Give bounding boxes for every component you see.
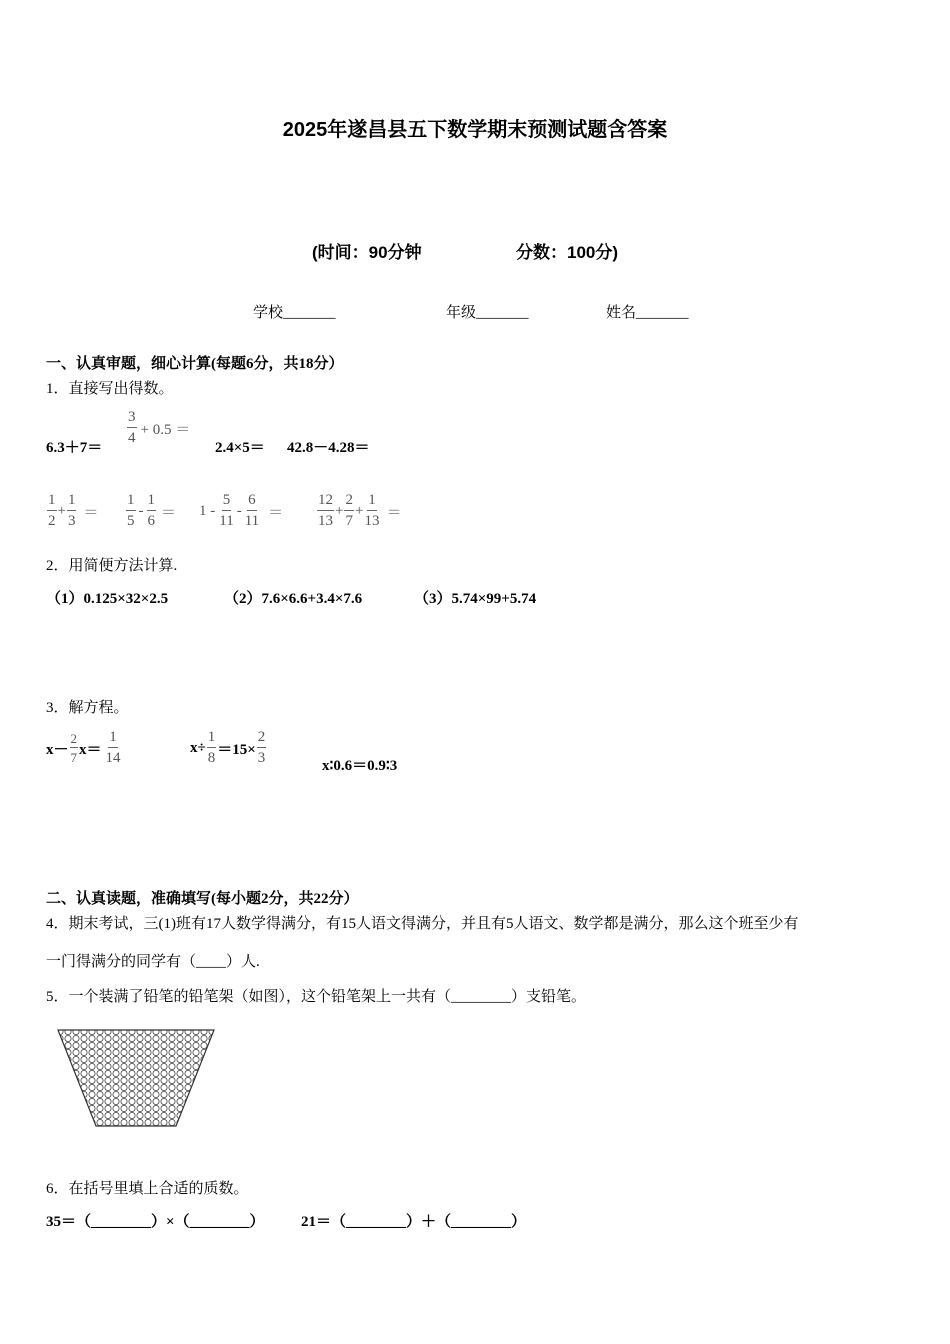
q3-equation-2: x÷ $\frac{1}{8}$ ＝15× $\frac{2}{3}$ bbox=[190, 729, 266, 766]
section2-heading: 二、认真读题，准确填写(每小题2分，共22分） bbox=[46, 891, 359, 907]
exam-time: (时间：90分钟 bbox=[312, 243, 422, 262]
q1-expr-1: 6.3＋7＝ bbox=[46, 440, 103, 456]
q6-item-1: 35＝（________）×（________） bbox=[46, 1214, 265, 1230]
name-field: 姓名_______ bbox=[606, 305, 689, 321]
q3-equation-1: x－ $\frac{2}{7}$ x＝ $\frac{1}{14}$ bbox=[46, 729, 121, 766]
school-field: 学校_______ bbox=[253, 305, 336, 321]
q3-label: 3．解方程。 bbox=[46, 700, 129, 716]
q1-row2-expr-4: $\frac{12}{13}$ + $\frac{2}{7}$ + $\frac{1}{13}$ ＝ bbox=[318, 492, 402, 529]
fraction: $\frac{3}{4}$ bbox=[128, 409, 136, 446]
q2-item-1: （1）0.125×32×2.5 bbox=[46, 591, 169, 607]
section1-heading: 一、认真审题，细心计算(每题6分，共18分） bbox=[46, 356, 344, 372]
q1-row2-expr-1: $\frac{1}{2}$ + $\frac{1}{3}$ ＝ bbox=[48, 492, 99, 529]
q4-line2: 一门得满分的同学有（____）人. bbox=[46, 954, 260, 970]
q3-equation-3: x∶0.6＝0.9∶3 bbox=[322, 758, 398, 774]
q1-expr-2: $\frac{3}{4}$ + 0.5 ＝ bbox=[128, 409, 191, 446]
page-title: 2025年遂昌县五下数学期末预测试题含答案 bbox=[282, 119, 668, 141]
q5-text: 5．一个装满了铅笔的铅笔架（如图），这个铅笔架上一共有（________）支铅笔。 bbox=[46, 989, 587, 1005]
grade-field: 年级_______ bbox=[446, 305, 529, 321]
q1-row2-expr-3: 1 - $\frac{5}{11}$ - $\frac{6}{11}$ ＝ bbox=[199, 492, 284, 529]
q1-row2-expr-2: $\frac{1}{5}$ - $\frac{1}{6}$ ＝ bbox=[127, 492, 177, 529]
q6-item-2: 21＝（________）＋（________） bbox=[301, 1214, 527, 1230]
q1-expr-3: 2.4×5＝ bbox=[215, 440, 265, 456]
q2-item-2: （2）7.6×6.6+3.4×7.6 bbox=[224, 591, 363, 607]
q6-label: 6．在括号里填上合适的质数。 bbox=[46, 1181, 249, 1197]
q1-expr-4: 42.8－4.28＝ bbox=[287, 440, 370, 456]
q2-label: 2．用简便方法计算. bbox=[46, 558, 178, 574]
exam-score: 分数：100分) bbox=[516, 243, 619, 262]
q2-item-3: （3）5.74×99+5.74 bbox=[414, 591, 537, 607]
q1-label: 1．直接写出得数。 bbox=[46, 381, 174, 397]
q4-line1: 4．期末考试，三(1)班有17人数学得满分，有15人语文得满分，并且有5人语文、数学都是满分，那么这个班至少有 bbox=[46, 916, 799, 932]
pencil-rack-figure bbox=[56, 1028, 216, 1130]
